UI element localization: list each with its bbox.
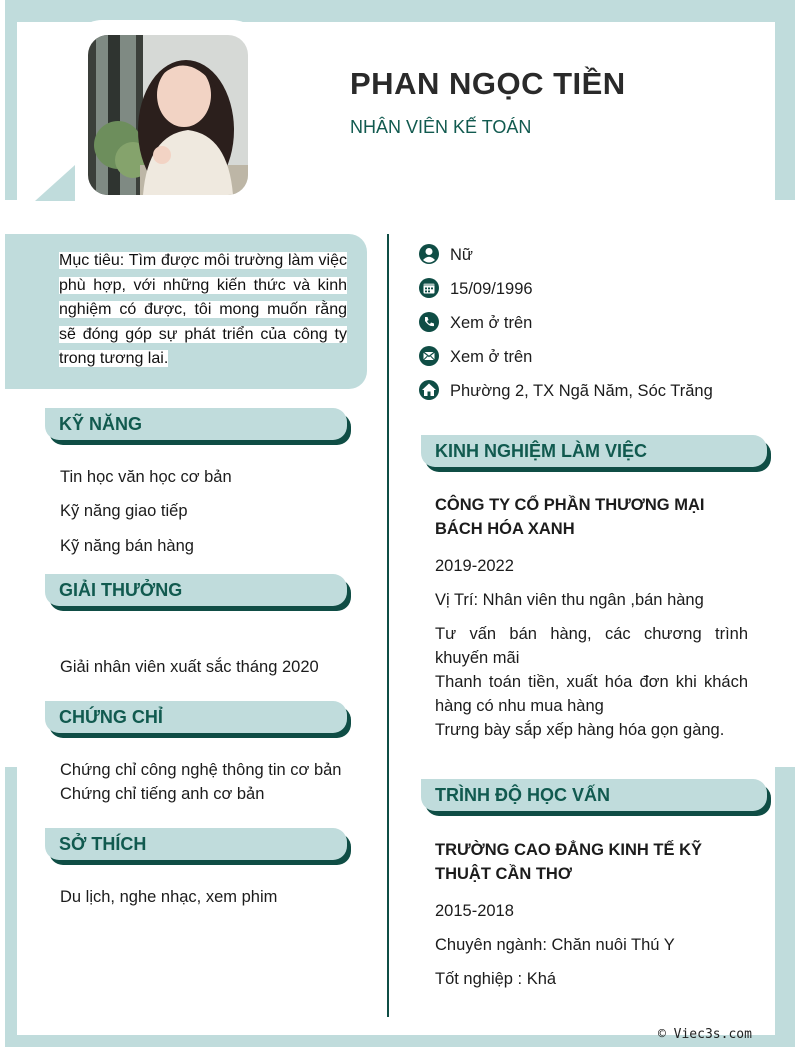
column-divider	[387, 234, 389, 1017]
gender-row	[419, 244, 439, 269]
corner-decoration	[35, 165, 75, 201]
email-text: Xem ở trên	[450, 348, 533, 366]
award-item: Giải nhân viên xuất sắc tháng 2020	[60, 658, 319, 676]
home-icon	[419, 380, 439, 400]
skill-item: Tin học văn học cơ bản	[60, 468, 232, 486]
envelope-icon	[419, 346, 439, 366]
certificate-item: Chứng chỉ công nghệ thông tin cơ bản	[60, 761, 342, 779]
experience-heading: KINH NGHIỆM LÀM VIỆC	[421, 435, 767, 467]
duty-item: Tư vấn bán hàng, các chương trình khuyến mãi	[435, 625, 748, 667]
user-icon	[419, 244, 439, 264]
duty-item: Thanh toán tiền, xuất hóa đơn khi khách hàng có nhu mua hàng	[435, 673, 748, 715]
experience-period: 2019-2022	[435, 557, 514, 575]
birthday-text: 15/09/1996	[450, 280, 533, 298]
skill-item: Kỹ năng giao tiếp	[60, 502, 188, 520]
gender-text: Nữ	[450, 246, 473, 264]
calendar-icon	[419, 278, 439, 298]
objective-text	[59, 249, 347, 372]
phone-text: Xem ở trên	[450, 314, 533, 332]
education-heading: TRÌNH ĐỘ HỌC VẤN	[421, 779, 767, 811]
hobby-item: Du lịch, nghe nhạc, xem phim	[60, 888, 278, 906]
address-text: Phường 2, TX Ngã Năm, Sóc Trăng	[450, 382, 713, 400]
company-name: CÔNG TY CỔ PHẦN THƯƠNG MẠI BÁCH HÓA XANH	[435, 496, 705, 538]
experience-duties	[435, 622, 748, 742]
awards-heading: GIẢI THƯỞNG	[45, 574, 347, 606]
candidate-name: PHAN NGỌC TIỀN	[350, 66, 626, 101]
education-major: Chuyên ngành: Chăn nuôi Thú Y	[435, 936, 675, 954]
objective-content: Mục tiêu: Tìm được môi trường làm việc phù hợp, với những kiến thức và kinh nghiệm có được, tôi mong muốn rằng sẽ đóng góp sự phát triển của công ty trong tương lai.	[59, 252, 347, 367]
hobbies-heading: SỞ THÍCH	[45, 828, 347, 860]
certificate-item: Chứng chỉ tiếng anh cơ bản	[60, 785, 265, 803]
school-name: TRƯỜNG CAO ĐẲNG KINH TẾ KỸ THUẬT CẦN THƠ	[435, 841, 703, 883]
education-period: 2015-2018	[435, 902, 514, 920]
education-grade: Tốt nghiệp : Khá	[435, 970, 557, 988]
profile-photo	[88, 35, 248, 195]
certificates-heading: CHỨNG CHỈ	[45, 701, 347, 733]
skill-item: Kỹ năng bán hàng	[60, 537, 194, 555]
birthday-row	[419, 278, 439, 303]
email-row	[419, 346, 439, 371]
experience-position: Vị Trí: Nhân viên thu ngân ,bán hàng	[435, 591, 704, 609]
job-title: NHÂN VIÊN KẾ TOÁN	[350, 117, 532, 137]
skills-heading: KỸ NĂNG	[45, 408, 347, 440]
duty-item: Trưng bày sắp xếp hàng hóa gọn gàng.	[435, 721, 725, 739]
address-row	[419, 380, 439, 405]
phone-icon	[419, 312, 439, 332]
phone-row	[419, 312, 439, 337]
copyright-text: © Viec3s.com	[658, 1027, 752, 1042]
